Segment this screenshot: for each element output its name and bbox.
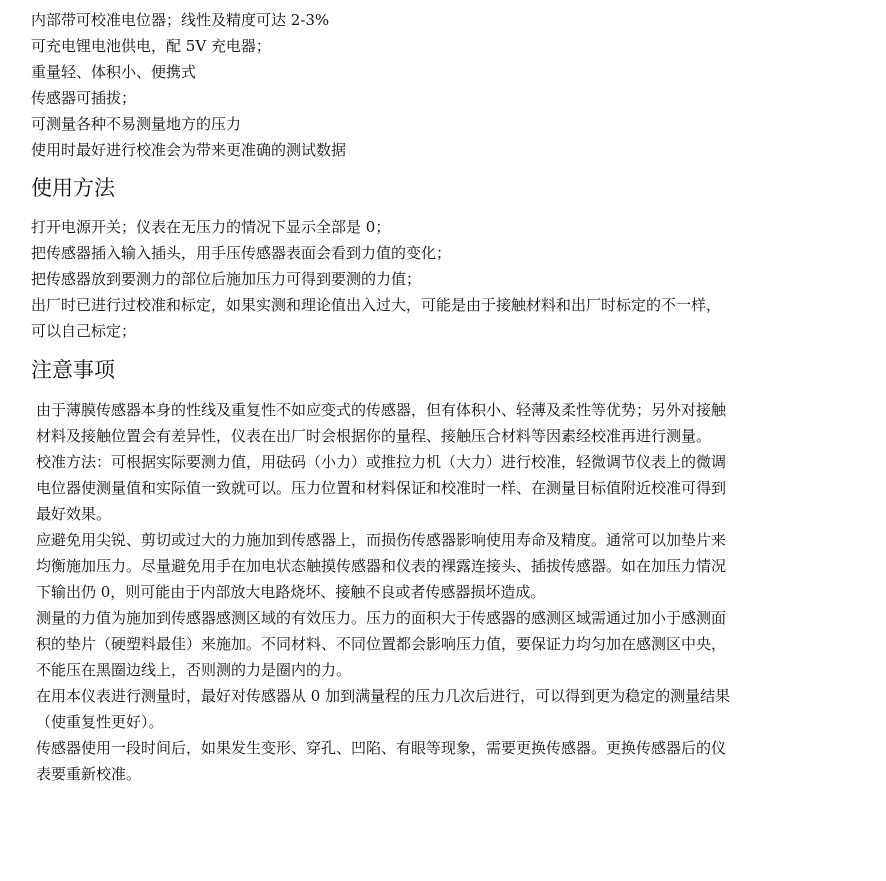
usage-line: 把传感器放到要测力的部位后施加压力可得到要测的力值；: [31, 270, 422, 288]
usage-line: 打开电源开关；仪表在无压力的情况下显示全部是 0；: [31, 218, 391, 236]
usage-line: 可以自己标定；: [31, 322, 137, 340]
notes-line: 传感器使用一段时间后，如果发生变形、穿孔、凹陷、有眼等现象，需要更换传感器。更换传感器后的仪: [36, 739, 727, 757]
feature-line: 传感器可插拔；: [31, 89, 137, 107]
notes-line: 应避免用尖锐、剪切或过大的力施加到传感器上，而损伤传感器影响使用寿命及精度。通常可以加垫片来: [36, 531, 727, 549]
feature-line: 重量轻、体积小、便携式: [31, 63, 197, 81]
feature-line: 可测量各种不易测量地方的压力: [31, 115, 242, 133]
feature-line: 可充电锂电池供电，配 5V 充电器；: [31, 37, 271, 55]
notes-line: 由于薄膜传感器本身的性线及重复性不如应变式的传感器，但有体积小、轻薄及柔性等优势；另外对接触: [36, 401, 727, 419]
notes-line: 最好效果。: [36, 505, 112, 523]
notes-heading: 注意事项: [31, 358, 115, 382]
usage-line: 把传感器插入输入插头，用手压传感器表面会看到力值的变化；: [31, 244, 452, 262]
usage-heading: 使用方法: [31, 176, 115, 200]
notes-line: 电位器使测量值和实际值一致就可以。压力位置和材料保证和校准时一样、在测量目标值附近校准可得到: [36, 479, 727, 497]
notes-line: （使重复性更好）。: [36, 713, 164, 731]
notes-line: 积的垫片（硬塑料最佳）来施加。不同材料、不同位置都会影响压力值，要保证力均匀加在感测区中央，: [36, 635, 727, 653]
notes-line: 材料及接触位置会有差异性，仪表在出厂时会根据你的量程、接触压合材料等因素经校准再进行测量。: [36, 427, 712, 445]
notes-line: 测量的力值为施加到传感器感测区域的有效压力。压力的面积大于传感器的感测区域需通过加小于感测面: [36, 609, 727, 627]
notes-line: 表要重新校准。: [36, 765, 142, 783]
notes-line: 校准方法：可根据实际要测力值，用砝码（小力）或推拉力机（大力）进行校准，轻微调节仪表上的微调: [36, 453, 727, 471]
feature-line: 使用时最好进行校准会为带来更准确的测试数据: [31, 141, 347, 159]
notes-line: 不能压在黑圈边线上，否则测的力是圈内的力。: [36, 661, 352, 679]
usage-line: 出厂时已进行过校准和标定，如果实测和理论值出入过大，可能是由于接触材料和出厂时标定的不一样，: [31, 296, 722, 314]
notes-line: 下输出仍 0，则可能由于内部放大电路烧坏、接触不良或者传感器损坏造成。: [36, 583, 546, 601]
notes-line: 在用本仪表进行测量时，最好对传感器从 0 加到满量程的压力几次后进行，可以得到更为稳定的测量结果: [36, 687, 731, 705]
feature-line: 内部带可校准电位器；线性及精度可达 2-3%: [31, 11, 330, 29]
notes-line: 均衡施加压力。尽量避免用手在加电状态触摸传感器和仪表的裸露连接头、插拔传感器。如在加压力情况: [36, 557, 727, 575]
